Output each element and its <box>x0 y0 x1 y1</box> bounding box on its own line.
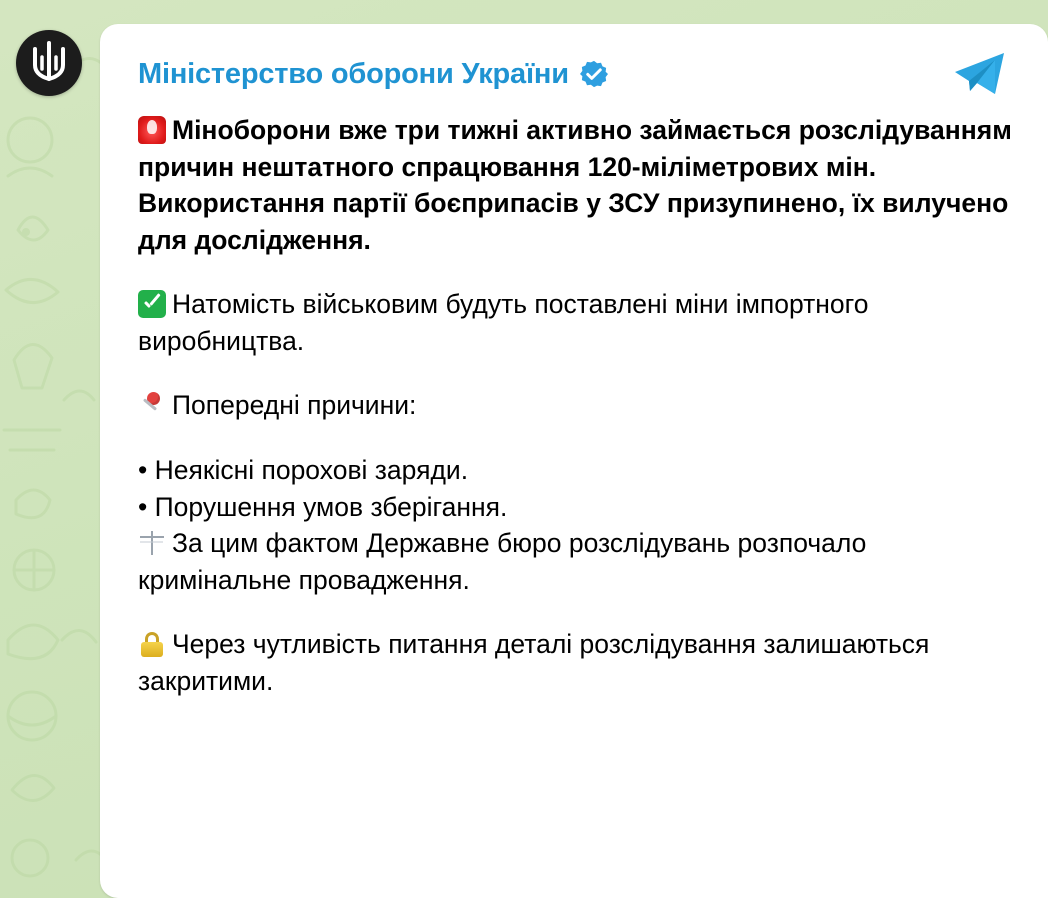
channel-identity[interactable] <box>138 58 609 91</box>
post-bullet-2-text: • Порушення умов зберігання. <box>138 491 508 522</box>
siren-emoji-icon <box>138 116 166 144</box>
channel-name: Міністерство оборони України <box>138 57 569 90</box>
post-paragraph-2 <box>138 286 1014 359</box>
post-bullet-2 <box>138 489 1014 526</box>
post-paragraph-4-text: За цим фактом Державне бюро розслідувань розпочало кримінальне провадження. <box>138 528 867 595</box>
post-paragraph-3-text: Попередні причини: <box>172 390 417 421</box>
balance-scale-emoji-icon <box>138 529 166 557</box>
post-paragraph-1-text: Міноборони вже три тижні активно займається розслідуванням причин нештатного спрацювання 120-міліметрових мін. Використання партії боєприпасів у ЗСУ призупинено, їх вилучено для дослідження. <box>138 115 1012 255</box>
post-paragraph-3 <box>138 387 1014 424</box>
lock-emoji-icon <box>138 630 166 658</box>
message-header <box>138 50 1014 98</box>
message-bubble[interactable] <box>100 24 1048 898</box>
post-bullet-1-text: • Неякісні порохові заряди. <box>138 454 469 485</box>
post-paragraph-2-text: Натомість військовим будуть поставлені міни імпортного виробництва. <box>138 289 869 356</box>
pushpin-emoji-icon <box>138 391 166 419</box>
telegram-icon <box>952 50 1008 98</box>
avatar[interactable] <box>16 30 82 96</box>
post-bullet-1 <box>138 452 1014 489</box>
post-paragraph-5-text: Через чутливість питання деталі розслідування залишаються закритими. <box>138 629 930 696</box>
trident-emblem-icon <box>27 39 71 87</box>
post-paragraph-5 <box>138 626 1014 699</box>
post-body <box>138 112 1014 699</box>
post-paragraph-1 <box>138 112 1014 258</box>
check-mark-emoji-icon <box>138 290 166 318</box>
verified-badge-icon <box>579 59 609 89</box>
post-paragraph-4 <box>138 525 1014 598</box>
